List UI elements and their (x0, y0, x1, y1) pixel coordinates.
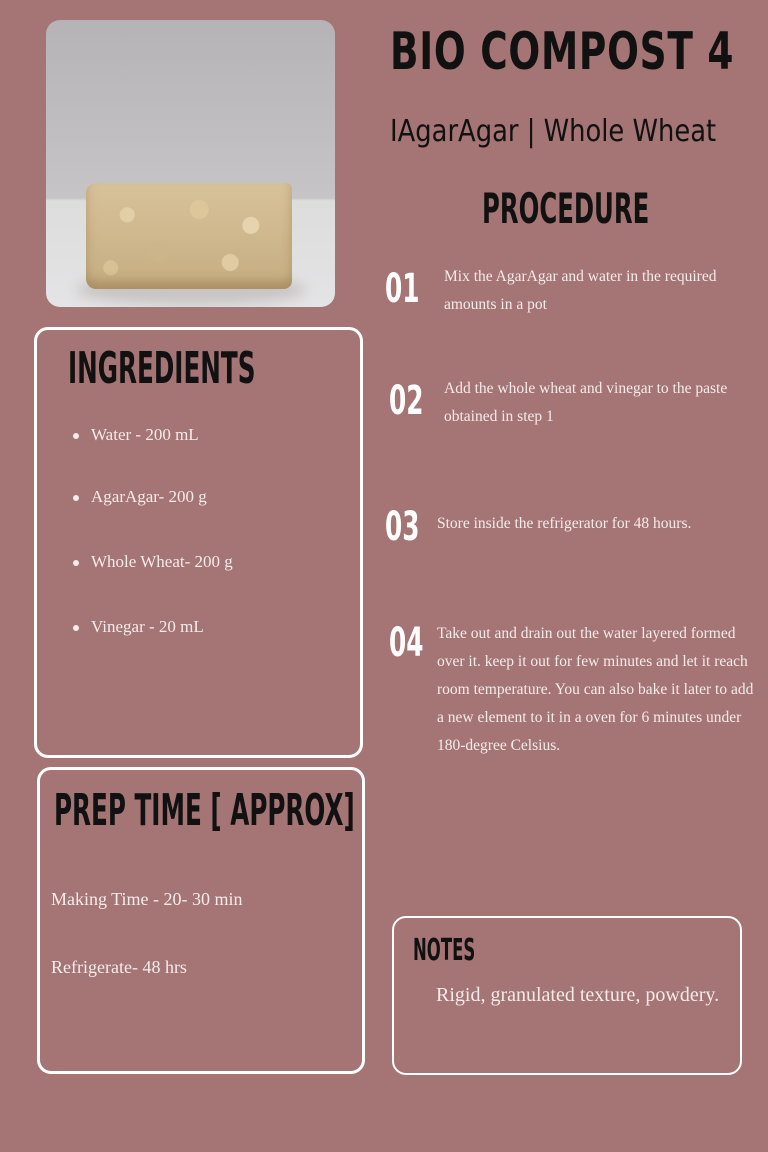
ingredient-item: Vinegar - 20 mL (74, 617, 204, 637)
prep-time-line: Refrigerate- 48 hrs (51, 957, 187, 977)
step-number: 01 (385, 266, 420, 312)
step-number: 03 (385, 504, 420, 550)
step-number: 02 (389, 378, 424, 424)
page-title: BIO COMPOST 4 (390, 22, 735, 82)
notes-heading: NOTES (413, 933, 476, 968)
prep-time-line: Making Time - 20- 30 min (51, 889, 243, 909)
notes-text: Rigid, granulated texture, powdery. (436, 984, 720, 1006)
ingredients-heading: INGREDIENTS (68, 343, 256, 394)
page-subtitle: IAgarAgar | Whole Wheat (390, 114, 717, 149)
procedure-heading: PROCEDURE (482, 184, 650, 233)
ingredient-item: AgarAgar- 200 g (74, 487, 207, 507)
step-text: Mix the AgarAgar and water in the required amounts in a pot (444, 268, 717, 313)
ingredient-item: Water - 200 mL (74, 425, 199, 445)
compost-photo (46, 20, 335, 307)
step-text: Store inside the refrigerator for 48 hours. (437, 515, 692, 532)
step-text: Add the whole wheat and vinegar to the paste obtained in step 1 (444, 380, 728, 425)
ingredient-item: Whole Wheat- 200 g (74, 552, 233, 572)
step-number: 04 (389, 620, 424, 666)
prep-time-heading: PREP TIME [ APPROX] (54, 785, 355, 836)
step-text: Take out and drain out the water layered formed over it. keep it out for few minutes and let it reach room temperature. You can also bake it later to add a new element to it in a oven for 6 minutes under 180-degree Celsius. (437, 625, 754, 754)
compost-block-image (86, 183, 292, 289)
